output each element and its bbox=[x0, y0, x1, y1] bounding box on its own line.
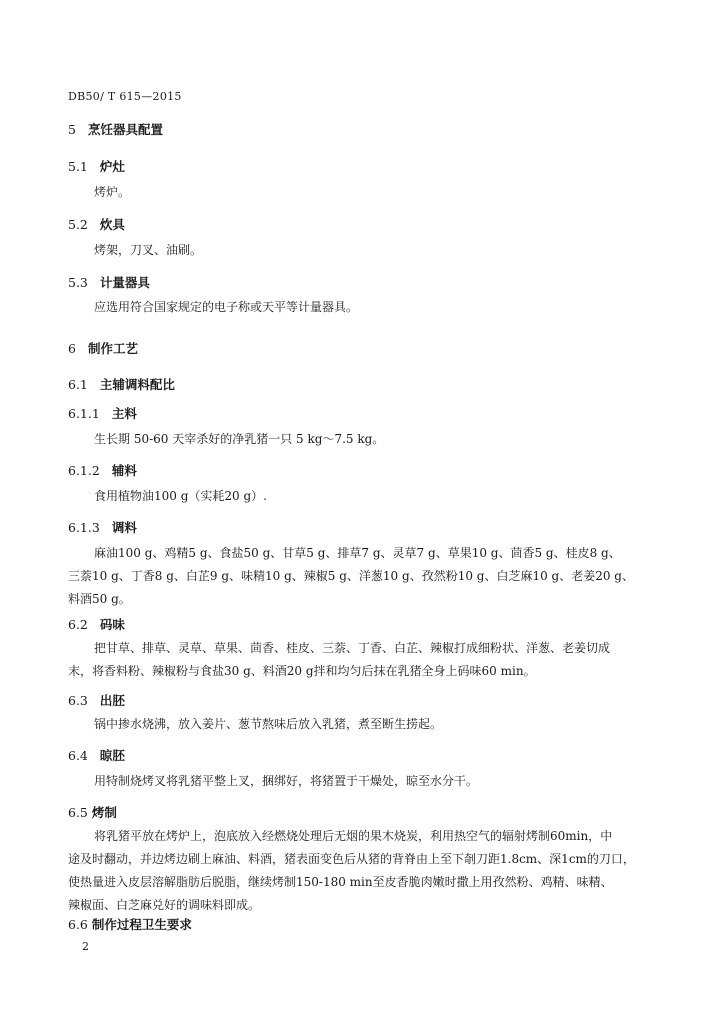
section-number: 6.5 bbox=[68, 805, 88, 820]
section-number: 6.6 bbox=[68, 917, 88, 932]
section-number: 6.1.3 bbox=[68, 520, 100, 535]
section-6-1-3-paragraph bbox=[68, 542, 660, 611]
paragraph-line: 把甘草、排草、灵草、草果、茴香、桂皮、三萘、丁香、白芷、辣椒打成细粉状、洋葱、老姜切成 bbox=[94, 641, 611, 655]
section-6-1-1-heading bbox=[68, 404, 137, 422]
section-number: 6.3 bbox=[68, 693, 88, 708]
paragraph-line: 麻油100 g、鸡精5 g、食盐50 g、甘草5 g、排草7 g、灵草7 g、草果10 g、茴香5 g、桂皮8 g、 bbox=[94, 546, 621, 560]
section-6-1-3-heading bbox=[68, 518, 137, 536]
section-title: 码味 bbox=[99, 617, 125, 632]
section-6-1-2-text: 食用植物油100 g（实耗20 g）. bbox=[94, 489, 267, 503]
section-number: 6.1.1 bbox=[68, 406, 100, 421]
section-title: 辅料 bbox=[111, 463, 137, 478]
section-number: 6.2 bbox=[68, 617, 88, 632]
paragraph-line: 将乳猪平放在烤炉上，泡底放入经燃烧处理后无烟的果木烧炭，利用热空气的辐射烤制60min，中 bbox=[94, 829, 613, 843]
section-5-2-heading bbox=[68, 215, 125, 233]
section-number: 5.2 bbox=[68, 217, 88, 232]
section-6-1-1-text: 生长期 50-60 天宰杀好的净乳猪一只 5 kg～7.5 kg。 bbox=[94, 432, 385, 446]
section-5-1-text: 烤炉。 bbox=[94, 185, 131, 199]
section-5-3-text: 应选用符合国家规定的电子称或天平等计量器具。 bbox=[94, 300, 359, 314]
section-6-1-2-heading bbox=[68, 461, 137, 479]
section-title: 烹饪器具配置 bbox=[87, 122, 163, 137]
section-number: 5.1 bbox=[68, 159, 88, 174]
section-title: 晾胚 bbox=[99, 748, 125, 763]
section-5-2-text: 烤架，刀叉、油刷。 bbox=[94, 243, 203, 257]
paragraph-line: 途及时翻动，并边烤边刷上麻油、料酒，猪表面变色后从猪的背脊由上至下剞刀距1.8cm、深1cm的刀口， bbox=[68, 852, 635, 866]
section-6-2-paragraph bbox=[68, 637, 660, 683]
section-title: 制作工艺 bbox=[87, 341, 138, 356]
section-5-heading bbox=[68, 120, 163, 138]
section-6-3-text: 锅中掺水烧沸，放入姜片、葱节熬味后放入乳猪，煮至断生捞起。 bbox=[94, 717, 443, 731]
section-number: 6.1 bbox=[68, 377, 88, 392]
section-title: 制作过程卫生要求 bbox=[91, 917, 192, 932]
section-title: 出胚 bbox=[99, 693, 125, 708]
section-5-1-heading bbox=[68, 157, 125, 175]
section-6-3-heading bbox=[68, 691, 125, 709]
section-number: 6.1.2 bbox=[68, 463, 100, 478]
paragraph-line: 辣椒面、白芝麻兑好的调味料即成。 bbox=[68, 898, 261, 912]
document-code-header: DB50/ T 615—2015 bbox=[68, 90, 182, 103]
section-6-6-heading bbox=[68, 915, 192, 933]
section-number: 5 bbox=[68, 122, 76, 137]
section-title: 炉灶 bbox=[99, 159, 125, 174]
section-title: 主辅调料配比 bbox=[99, 377, 175, 392]
page-number: 2 bbox=[82, 940, 89, 953]
section-title: 计量器具 bbox=[99, 275, 150, 290]
section-5-3-heading bbox=[68, 273, 150, 291]
paragraph-line: 料酒50 g。 bbox=[68, 592, 131, 606]
section-6-2-heading bbox=[68, 615, 125, 633]
section-6-4-text: 用特制烧烤叉将乳猪平整上叉，捆绑好，将猪置于干燥处，晾至水分干。 bbox=[94, 774, 479, 788]
section-number: 5.3 bbox=[68, 275, 88, 290]
section-6-5-heading bbox=[68, 803, 117, 821]
section-title: 烤制 bbox=[91, 805, 117, 820]
section-title: 调料 bbox=[111, 520, 137, 535]
paragraph-line: 末，将香料粉、辣椒粉与食盐30 g、料酒20 g拌和均匀后抹在乳猪全身上码味60 min。 bbox=[68, 664, 536, 678]
section-6-heading bbox=[68, 339, 138, 357]
paragraph-line: 使热量进入皮层溶解脂肪后脱脂，继续烤制150-180 min至皮香脆肉嫩时撒上用孜然粉、鸡精、味精、 bbox=[68, 875, 613, 889]
section-6-5-paragraph bbox=[68, 825, 660, 917]
section-title: 炊具 bbox=[99, 217, 125, 232]
section-number: 6.4 bbox=[68, 748, 88, 763]
section-6-1-heading bbox=[68, 375, 175, 393]
paragraph-line: 三萘10 g、丁香8 g、白芷9 g、味精10 g、辣椒5 g、洋葱10 g、孜然粉10 g、白芝麻10 g、老姜20 g、 bbox=[68, 569, 634, 583]
section-6-4-heading bbox=[68, 746, 125, 764]
section-title: 主料 bbox=[111, 406, 137, 421]
section-number: 6 bbox=[68, 341, 76, 356]
